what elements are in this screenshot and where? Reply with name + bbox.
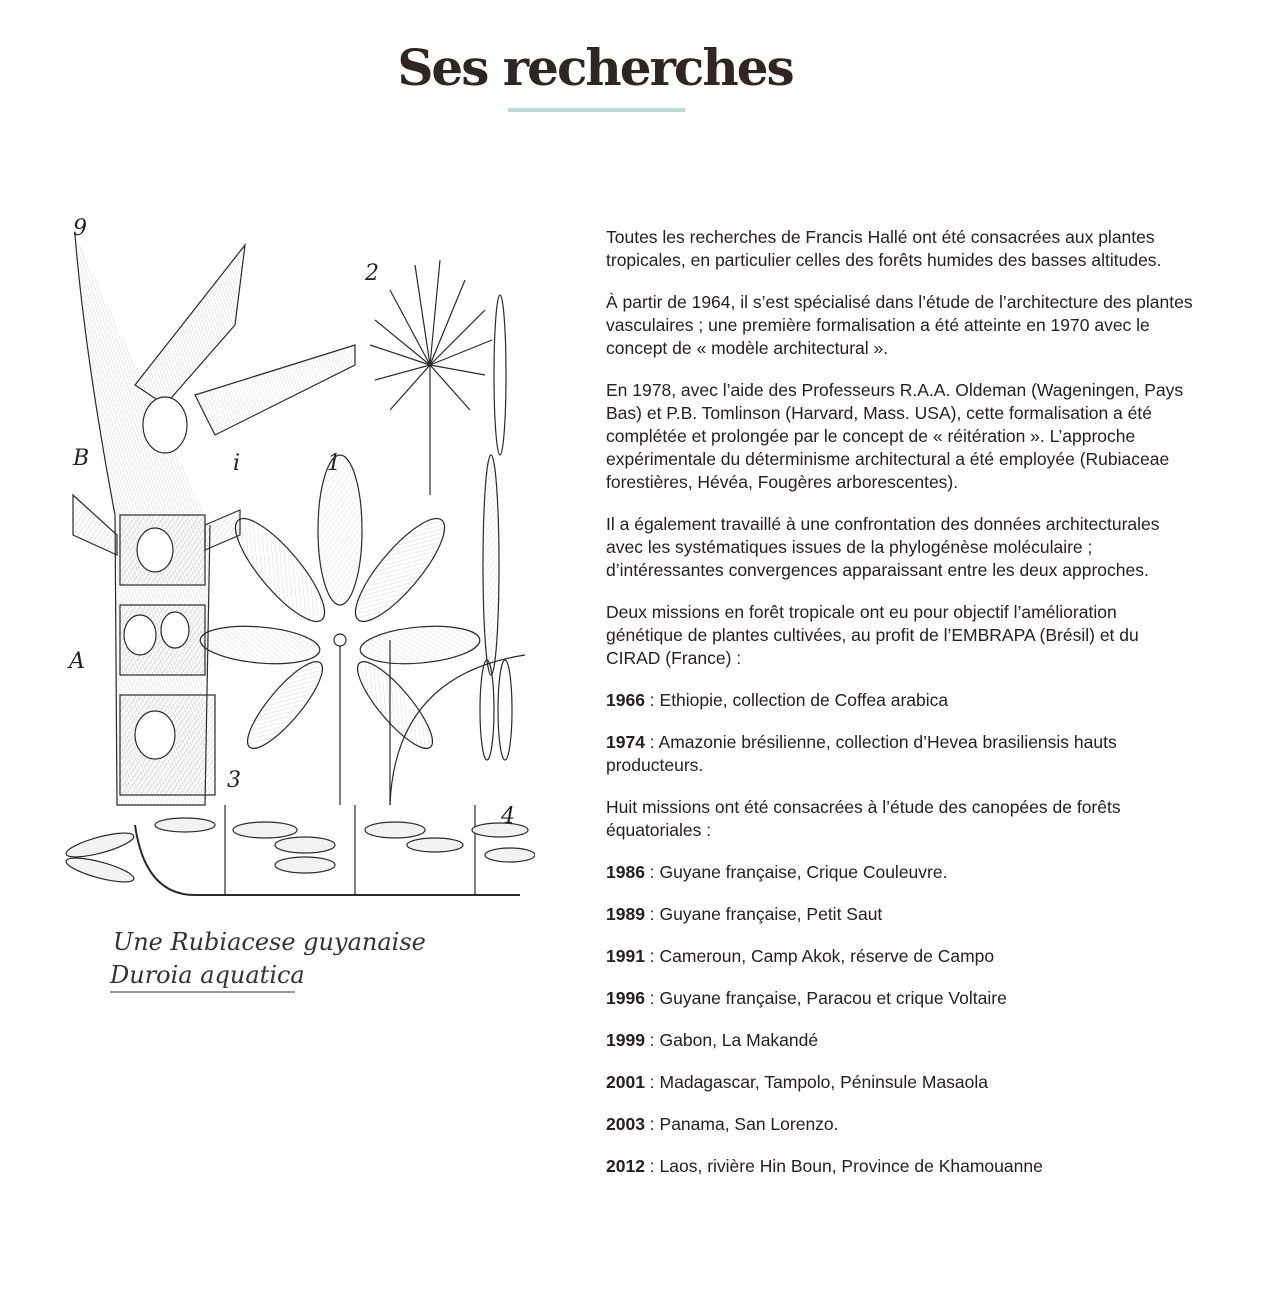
mission-text: : Ethiopie, collection de Coffea arabica [644, 690, 949, 710]
illustration-caption-line2: Duroia aquatica [110, 961, 305, 989]
mission-text: : Cameroun, Camp Akok, réserve de Campo [644, 946, 995, 966]
page-title: Ses recherches [397, 38, 793, 97]
mission-item [606, 861, 1196, 884]
mission-year: 2012 [606, 1156, 645, 1176]
mission-item [606, 1155, 1196, 1178]
mission-year: 1974 [606, 732, 645, 752]
mission-item [606, 731, 1196, 777]
mission-year: 2001 [606, 1072, 645, 1092]
mission-year: 1999 [606, 1030, 645, 1050]
paragraph-canopy-intro: Huit missions ont été consacrées à l’étude des canopées de forêts équatoriales : [606, 797, 1121, 840]
mission-text: : Panama, San Lorenzo. [644, 1114, 839, 1134]
figure-label-3: 3 [227, 768, 241, 793]
research-text [606, 226, 1196, 1197]
paragraph-improvement-missions: Deux missions en forêt tropicale ont eu pour objectif l’amélioration génétique de plantes cultivées, au profit de l’EMBRAPA (Brésil) et du CIRAD (France) : [606, 602, 1139, 668]
mission-text: : Gabon, La Makandé [644, 1030, 819, 1050]
mission-text: : Guyane française, Paracou et crique Voltaire [644, 988, 1007, 1008]
figure-label-a: A [69, 649, 85, 674]
mission-item [606, 1113, 1196, 1136]
mission-item [606, 945, 1196, 968]
paragraph-phylogeny: Il a également travaillé à une confrontation des données architecturales avec les systématiques issues de la phylogénèse moléculaire ; d’intéressantes convergences apparaissant entre les deux approches. [606, 514, 1160, 580]
mission-text: : Laos, rivière Hin Boun, Province de Khamouanne [644, 1156, 1043, 1176]
mission-text: : Guyane française, Crique Couleuvre. [644, 862, 948, 882]
paragraph-architecture: À partir de 1964, il s’est spécialisé dans l’étude de l’architecture des plantes vasculaires ; une première formalisation a été atteinte en 1970 avec le concept de « modèle architectural ». [606, 292, 1193, 358]
mission-year: 1986 [606, 862, 645, 882]
mission-year: 1989 [606, 904, 645, 924]
mission-item [606, 1029, 1196, 1052]
paragraph-reiteration: En 1978, avec l’aide des Professeurs R.A.A. Oldeman (Wageningen, Pays Bas) et P.B. Tomlinson (Harvard, Mass. USA), cette formalisation a été complétée et prolongée par le concept de « réitération ». L’approche expérimentale du déterminisme architectural a été employée (Rubiaceae forestières, Hévéa, Fougères arborescentes). [606, 380, 1184, 492]
figure-label-9: 9 [73, 216, 87, 241]
botanical-illustration [55, 205, 535, 1005]
mission-text: : Guyane française, Petit Saut [644, 904, 883, 924]
illustration-caption-line1: Une Rubiacese guyanaise [113, 928, 426, 956]
mission-text: : Amazonie brésilienne, collection d’Hevea brasiliensis hauts producteurs. [606, 732, 1117, 775]
mission-year: 1991 [606, 946, 645, 966]
mission-year: 1966 [606, 690, 645, 710]
figure-label-1: 1 [327, 451, 341, 476]
paragraph-intro: Toutes les recherches de Francis Hallé ont été consacrées aux plantes tropicales, en particulier celles des forêts humides des basses altitudes. [606, 227, 1162, 270]
figure-label-i: i [233, 451, 241, 476]
figure-label-b: B [73, 446, 90, 471]
mission-year: 1996 [606, 988, 645, 1008]
title-underline [508, 108, 685, 112]
mission-text: : Madagascar, Tampolo, Péninsule Masaola [644, 1072, 989, 1092]
figure-label-4: 4 [501, 804, 515, 829]
mission-item [606, 987, 1196, 1010]
mission-item [606, 903, 1196, 926]
mission-item [606, 689, 1196, 712]
figure-label-2: 2 [365, 261, 379, 286]
mission-item [606, 1071, 1196, 1094]
mission-year: 2003 [606, 1114, 645, 1134]
